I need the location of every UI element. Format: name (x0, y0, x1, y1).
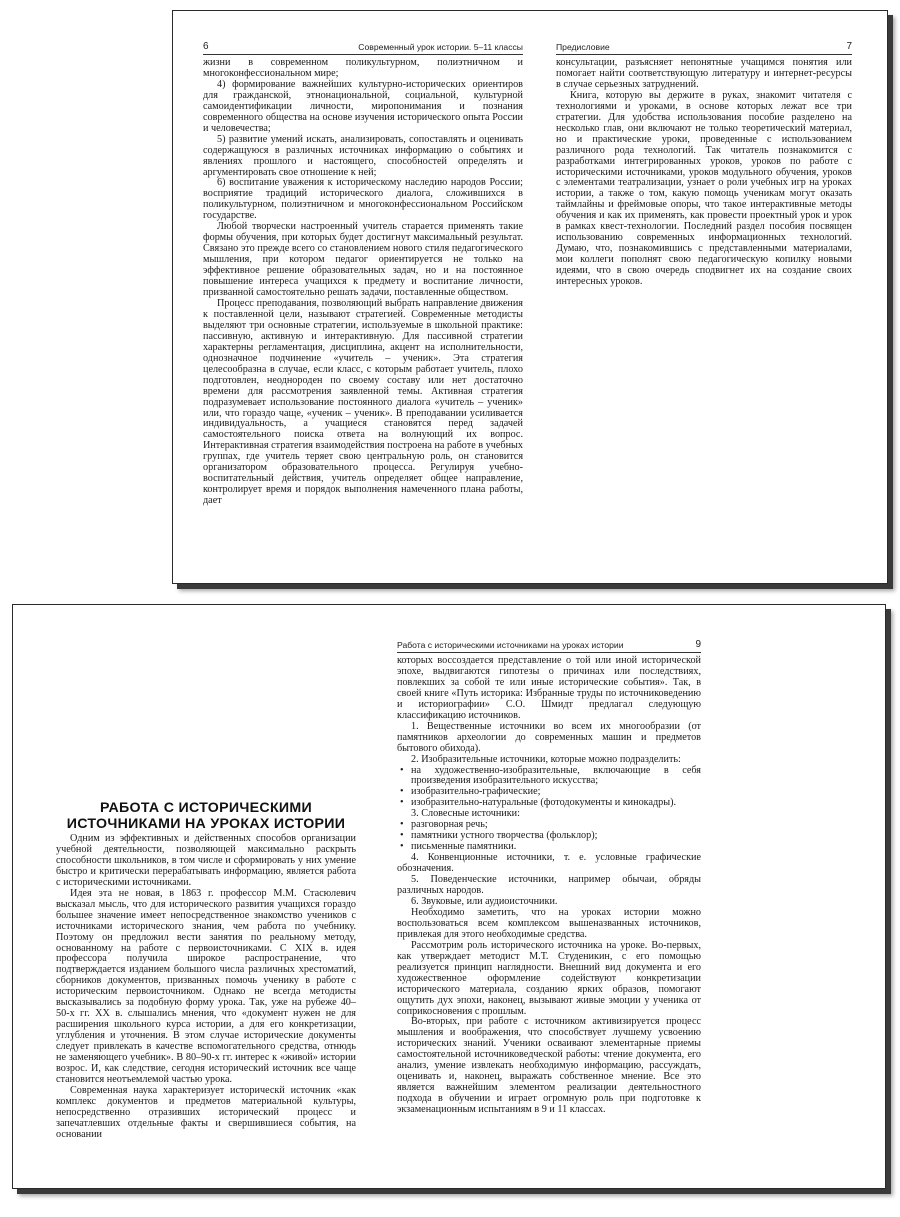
paragraph: 4. Конвенционные источники, т. е. условные графические обозначения. (397, 852, 701, 875)
list-item: • изобразительно-натуральные (фотодокументы и кинокадры). (397, 798, 701, 809)
running-title: Предисловие (556, 42, 610, 52)
page-7 (556, 39, 852, 599)
paragraph: 1. Вещественные источники во всем их многообразии (от памятников археологии до современных машин и предметов бытового обихода). (397, 720, 701, 754)
paragraph: которых воссоздается представление о той или иной исторической эпохе, выдвигаются гипотезы о причинах или последствиях, повлекших за собой те или иные исторические события». Так, в своей книге «Путь историка: Избранные труды по источниковедению и историографии» С.О. Шмидт предлагал следующую классификацию источников. (397, 655, 701, 721)
paragraph: 6. Звуковые, или аудиоисточники. (411, 895, 558, 907)
page-body (56, 834, 356, 1141)
chapter-title (56, 800, 356, 832)
paragraph: Во-вторых, при работе с источником активизируется процесс мышления и воображения, что способствует лучшему усвоению исторических знаний. Ученики осваивают элементарные приемы самостоятельной источниковедческой работы: чтение документа, его анализ, умение извлекать необходимую информацию, рассуждать, оценивать и, наконец, выражать собственное мнение. Все это является важнейшим элементом реализации деятельностного подхода в обучении и играет огромную роль при подготовке к экзаменационным испытаниям в 9 и 11 классах. (397, 1016, 701, 1116)
chapter-title-line-1: РАБОТА С ИСТОРИЧЕСКИМИ (99, 800, 313, 816)
running-title: Современный урок истории. 5–11 классы (358, 42, 523, 52)
paragraph: 3. Словесные источники: (411, 808, 520, 820)
paragraph: Любой творчески настроенный учитель старается применять такие формы обучения, при которых будет достигнут максимальный результат. Связано это прежде всего со становлением нового стиля педагогического мышления, при котором педагог ориентируется не только на эффективное решение образовательных задач, но и на постоянное повышение интереса учащихся к предмету и воспитание личности, призванной самостоятельно решать задачи, поставленные обществом. (203, 221, 523, 299)
page-8 (56, 605, 356, 1185)
running-title: Работа с историческими источниками на уроках истории (397, 640, 624, 650)
page-6 (203, 39, 523, 599)
list-item: • разговорная речь; (397, 820, 701, 831)
paragraph: 4) формирование важнейших культурно-исторических ориентиров для гражданской, этнонациональной, социальной, культурной самоидентификации личности, миропонимания и познания современного общества на основе изучения исторического опыта России и человечества; (203, 78, 523, 134)
paragraph: 2. Изобразительные источники, которые можно подразделить: (411, 753, 681, 765)
list-item: • письменные памятники. (397, 842, 701, 853)
bottom-book-spread (12, 604, 886, 1189)
paragraph: Процесс преподавания, позволяющий выбрать направление движения к поставленной цели, называют стратегией. Современные методисты выделяют три основные стратегии, используемые в школьной практике: пассивную, активную и интерактивную. Для пассивной стратегии характерны регламентация, дисциплина, акцент на исполнительности, однозначное подчинение «учитель – ученик». Эта стратегия целесообразна в случае, если класс, с которым работает учитель, плохо подготовлен, неоднороден по своему составу или нет достаточно времени для рассмотрения заявленной темы. Активная стратегия подразумевает использование постоянного диалога «учитель – ученик» или, что гораздо чаще, «ученик – ученик». В преподавании усиливается индивидуальность, а учащиеся становятся перед задачей самостоятельного поиска ответа на волнующий их вопрос. Интерактивная стратегия взаимодействия построена на работе в учебных группах, где учитель теряет свою центральную роль, он становится организатором образовательного процесса. Регулируя учебно-воспитательный действия, учитель определяет общее направление, контролирует время и порядок выполнения намеченного плана работы, дает (203, 297, 523, 507)
running-head (203, 39, 523, 55)
paragraph: консультации, разъясняет непонятные учащимся понятия или помогает найти соответствующую литературу и интернет-ресурсы в случае серьезных затруднений. (556, 57, 852, 90)
list-item: • на художественно-изобразительные, включающие в себя произведения изобразительного искусства; (397, 766, 701, 788)
page-body (397, 656, 701, 1116)
paragraph: Книга, которую вы держите в руках, знакомит читателя с технологиями и уроками, в основе которых лежат все три стратегии. Для удобства использования пособие разделено на несколько глав, они включают не только теоретический материал, но и практические уроки, проведенные с использованием различного рода технологий. Так читатель познакомится с разработками интегрированных уроков, уроков по работе с историческими источниками, уроков модульного обучения, уроков с элементами театрализации, узнает о роли учебных игр на уроках истории, а также о том, какую помощь ученикам могут оказать таймлайны и фреймовые опоры, что такое интерактивные методы обучения и как их применять, как провести проектный урок и урок в рамках квест-технологии. Последний раздел пособия посвящен использованию современных информационных технологий. Думаю, что, познакомившись с представленными материалами, мои коллеги пополнят свою педагогическую копилку новыми идеями, что в свою очередь сподвигнет их на создание своих интересных уроков. (556, 89, 852, 288)
paragraph: 5. Поведенческие источники, например обычаи, обряды различных народов. (397, 874, 701, 897)
running-head (397, 637, 701, 653)
list-item: • памятники устного творчества (фольклор); (397, 831, 701, 842)
paragraph: Одним из эффективных и действенных способов организации учебной деятельности, позволяющей максимально раскрыть способности школьников, в том числе и сформировать у них умение быстро и критически перерабатывать информацию, является работа с историческими источниками. (56, 833, 356, 888)
list-item: • изобразительно-графические; (397, 787, 701, 798)
paragraph: жизни в современном поликультурном, полиэтничном и многоконфессиональном мире; (203, 57, 523, 79)
page-body (203, 58, 523, 507)
page-number: 9 (695, 639, 701, 650)
paragraph: Современная наука характеризует историческй источник «как комплекс документов и предметов материальной культуры, непосредственно отразивших исторический процесс и запечатлевших отдельные факты и свершившиеся события, на основании (56, 1084, 356, 1140)
top-book-spread (172, 10, 888, 584)
page-number: 6 (203, 41, 209, 52)
running-head (556, 39, 852, 55)
paragraph: Рассмотрим роль исторического источника на уроке. Во-первых, как утверждает методист М.Т. Студеникин, с его помощью реализуется принцип наглядности. Внешний вид документа и его художественное оформление содействуют конкретизации исторического материала, созданию ярких образов, помогают ощутить дух эпохи, наконец, вызывают живые эмоции у ученика от соприкосновения с прошлым. (397, 939, 701, 1017)
page-number: 7 (846, 41, 852, 52)
paragraph: 6) воспитание уважения к историческому наследию народов России; восприятие традиций исторического диалога, сложившихся в поликультурном, полиэтничном и многоконфессиональном Российском государстве. (203, 177, 523, 222)
paragraph: 5) развитие умений искать, анализировать, сопоставлять и оценивать содержащуюся в различных источниках информацию о событиях и явлениях прошлого и настоящего, способностей определять и аргументировать свое отношение к ней; (203, 133, 523, 178)
paragraph: Необходимо заметить, что на уроках истории можно воспользоваться всем комплексом вышеназванных источников, привлекая для этого необходимые средства. (397, 906, 701, 940)
chapter-title-line-2: ИСТОЧНИКАМИ НА УРОКАХ ИСТОРИИ (66, 816, 346, 832)
paragraph: Идея эта не новая, в 1863 г. профессор М.М. Стасюлевич высказал мысль, что для исторического развития учащихся гораздо большее значение имеет непосредственное знакомство учеников с источниками исторического знания, чем работа по учебнику. Поэтому он предложил вести занятия по реальному методу, основанному на работе с первоисточниками. С XIX в. идея профессора получила широкое распространение, что подтверждается изданием большого числа различных хрестоматий, сборников документов, призванных помочь ученику в работе с историческим первоисточником. Однако не всегда методисты высказывались за подобную форму урока. Так, уже на рубеже 40–50-х гг. XX в. слышались мнения, что «документ нужен не для расширения школьного курса истории, а для его конкретизации, углубления и уточнения. В этом случае исторические документы следует привлекать в качестве вспомогательного средства, отнюдь не заменяющего учебник». В 80–90-х гг. интерес к «живой» истории возрос. И, как следствие, сегодня исторический источник все чаще становится неотъемлемой частью урока. (56, 887, 356, 1085)
page-9 (397, 637, 701, 1217)
page-body (556, 58, 852, 288)
